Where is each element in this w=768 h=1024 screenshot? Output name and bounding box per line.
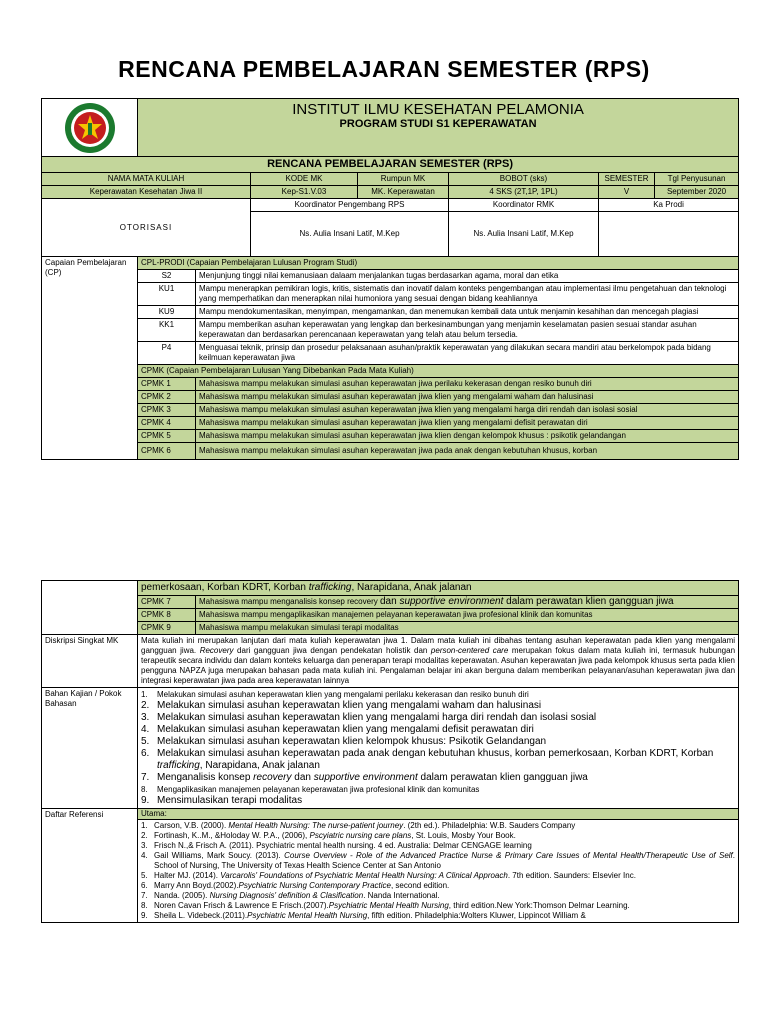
- cp-continued-label: [42, 581, 138, 635]
- cpl-text: Mampu memberikan asuhan keperawatan yang lengkap dan berkesinambungan yang menjamin keselamatan pasien sesuai standar asuhan keperawatan dan berdasarkan perencanaan keperawatan yang telah atau belum tersedia.: [196, 319, 739, 342]
- references-cell: [138, 809, 739, 923]
- authorization-label: OTORISASI: [42, 199, 251, 257]
- cpmk-code: CPMK 4: [138, 417, 196, 430]
- list-item: 5. Melakukan simulasi asuhan keperawatan klien kelompok khusus: Psikotik Gelandangan: [141, 736, 547, 747]
- list-item: 8. Mengaplikasikan manajemen pelayanan keperawatan jiwa profesional klinik dan komunitas: [141, 785, 480, 794]
- cpmk-text: Mahasiswa mampu melakukan simulasi asuhan keperawatan jiwa klien yang mengalami defisit perawatan diri: [196, 417, 739, 430]
- semester: V: [599, 186, 655, 199]
- study-list: [138, 688, 739, 809]
- cpl-code: KK1: [138, 319, 196, 342]
- institution-header: [138, 99, 739, 157]
- cpmk-code: CPMK 6: [138, 443, 196, 460]
- cpmk-code: CPMK 7: [138, 596, 196, 609]
- cpmk-code: CPMK 5: [138, 430, 196, 443]
- cpmk-heading: CPMK (Capaian Pembelajaran Lulusan Yang Dibebankan Pada Mata Kuliah): [138, 365, 739, 378]
- coordinator-rmk-label: Koordinator RMK: [449, 199, 599, 212]
- description-text: Mata kuliah ini merupakan lanjutan dari mata kuliah keperawatan jiwa 1. Dalam mata kuliah ini dibahas tentang asuhan keperawatan pada klien yang mengalami gangguan jiwa. Recovery dari gangguan jiwa dengan pendekatan holistik dan person-centered care merupakan fokus dalam mata kuliah ini, termasuk hubungan terapeutik secara individu dan dalam konteks keluarga dan penerapan terapi modalitas keperawatan. Asuhan keperawatan jiwa pada kelompok khusus serta pada klien pengguna NAPZA juga merupakan bahasan pada mata kuliah ini. Pengalaman belajar ini akan berguna dalam memberikan pelayanan/asuhan keperawatan jiwa dan integrasi keperawatan jiwa pada area keperawatan lainnya: [138, 635, 739, 688]
- reference-item: 3. Frisch N.,& Frisch A. (2011). Psychiatric mental health nursing. 4 ed. Australia: Delmar CENGAGE learning: [141, 841, 532, 850]
- cpmk-text: Mahasiswa mampu mengaplikasikan manajemen pelayanan keperawatan jiwa profesional klinik dan komunitas: [196, 609, 739, 622]
- cpmk-code: CPMK 8: [138, 609, 196, 622]
- cpmk-code: CPMK 1: [138, 378, 196, 391]
- coordinator-rps-label: Koordinator Pengembang RPS: [251, 199, 449, 212]
- study-label: Bahan Kajian / Pokok Bahasan: [42, 688, 138, 809]
- cpl-text: Mampu menerapkan pemikiran logis, kritis, sistematis dan inovatif dalam konteks pengembangan atau implementasi ilmu pengetahuan dan teknologi yang memperhatikan dan menerapkan nilai humoniora yang sesuai dengan bidang keahliannya: [196, 283, 739, 306]
- head-label: Ka Prodi: [599, 199, 739, 212]
- course-code: Kep-S1.V.03: [251, 186, 358, 199]
- description-label: Diskripsi Singkat MK: [42, 635, 138, 688]
- list-item: 7. Menganalisis konsep recovery dan supportive environment dalam perawatan klien gangguan jiwa: [141, 772, 588, 783]
- cpl-text: Menguasai teknik, prinsip dan prosedur pelaksanaan asuhan/praktik keperawatan yang dilakukan secara mandiri atau berkelompok pada bidang keilmuan keperawatan jiwa: [196, 342, 739, 365]
- date-compiled: September 2020: [655, 186, 739, 199]
- institution-name: INSTITUT ILMU KESEHATAN PELAMONIA: [292, 101, 584, 118]
- cpl-code: KU9: [138, 306, 196, 319]
- date-header: Tgl Penyusunan: [655, 173, 739, 186]
- coordinator-rps-name: Ns. Aulia Insani Latif, M.Kep: [251, 212, 449, 257]
- cpmk-text: Mahasiswa mampu menganalisis konsep recovery dan supportive environment dalam perawatan klien gangguan jiwa: [196, 596, 739, 609]
- cpmk-code: CPMK 3: [138, 404, 196, 417]
- cpl-prodi-heading: CPL-PRODI (Capaian Pembelajaran Lulusan Program Studi): [138, 257, 739, 270]
- coordinator-rmk-name: Ns. Aulia Insani Latif, M.Kep: [449, 212, 599, 257]
- cpmk-text: Mahasiswa mampu melakukan simulasi asuhan keperawatan jiwa klien dengan kelompok khusus : psikotik gelandangan: [196, 430, 739, 443]
- reference-item: 4. Gail Williams, Mark Soucy. (2013). Course Overview - Role of the Advanced Practice Nurse & Primary Care Issues of Mental Health/Therapeutic Use of Self. School of Nursing, The University of Texas Health Science Center at San Antonio: [141, 851, 736, 870]
- cpl-text: Mampu mendokumentasikan, menyimpan, mengamankan, dan menemukan kembali data untuk menjamin kesahihan dan mencegah plagiasi: [196, 306, 739, 319]
- cpmk-text: Mahasiswa mampu melakukan simulasi asuhan keperawatan jiwa pada anak dengan kebutuhan khusus, korban: [196, 443, 739, 460]
- institution-seal-logo-icon: [59, 101, 121, 155]
- cpmk-text: Mahasiswa mampu melakukan simulasi asuhan keperawatan jiwa perilaku kekerasan dengan resiko bunuh diri: [196, 378, 739, 391]
- reference-item: 6. Marry Ann Boyd.(2002).Psychiatric Nursing Contemporary Practice, second edition.: [141, 881, 450, 890]
- cpl-code: P4: [138, 342, 196, 365]
- course-name: Keperawatan Kesehatan Jiwa II: [42, 186, 251, 199]
- list-item: 2. Melakukan simulasi asuhan keperawatan klien yang mengalami waham dan halusinasi: [141, 700, 542, 711]
- course-weight: 4 SKS (2T,1P, 1PL): [449, 186, 599, 199]
- course-code-header: KODE MK: [251, 173, 358, 186]
- reference-item: 9. Sheila L. Videbeck.(2011).Psychiatric Mental Health Nursing, fifth edition. Philadelphia:Wolters Kluwer, Lippincot William &: [141, 911, 586, 920]
- cpmk-text: Mahasiswa mampu melakukan simulasi terapi modalitas: [196, 622, 739, 635]
- reference-item: 1. Carson, V.B. (2000). Mental Health Nursing: The nurse-patient journey. (2th ed.). Philadelphia: W.B. Sauders Company: [141, 821, 576, 830]
- head-signature: [599, 212, 739, 257]
- course-weight-header: BOBOT (sks): [449, 173, 599, 186]
- reference-item: 8. Noren Cavan Frisch & Lawrence E Frisch.(2007).Psychiatric Mental Health Nursing, third edition.New York:Thomson Delmar Learning.: [141, 901, 630, 910]
- cpl-code: KU1: [138, 283, 196, 306]
- references-main-label: Utama:: [138, 809, 738, 820]
- rps-table-page-2: [41, 580, 739, 923]
- list-item: 3. Melakukan simulasi asuhan keperawatan klien yang mengalami harga diri rendah dan isolasi sosial: [141, 712, 597, 723]
- reference-item: 7. Nanda. (2005). Nursing Diagnosis' definition & Clasification. Nanda International.: [141, 891, 440, 900]
- course-name-header: NAMA MATA KULIAH: [42, 173, 251, 186]
- cpmk6-continuation: pemerkosaan, Korban KDRT, Korban trafficking, Narapidana, Anak jalanan: [138, 581, 739, 596]
- list-item: 6. Melakukan simulasi asuhan keperawatan pada anak dengan kebutuhan khusus, korban pemerkosaan, Korban KDRT, Korban trafficking, Narapidana, Anak jalanan: [141, 748, 714, 771]
- cpmk-text: Mahasiswa mampu melakukan simulasi asuhan keperawatan jiwa klien yang mengalami harga diri rendah dan isolasi sosial: [196, 404, 739, 417]
- page-title: RENCANA PEMBELAJARAN SEMESTER (RPS): [118, 56, 650, 82]
- list-item: 1. Melakukan simulasi asuhan keperawatan klien yang mengalami perilaku kekerasan dan resiko bunuh diri: [141, 690, 529, 699]
- references-label: Daftar Referensi: [42, 809, 138, 923]
- list-item: 4. Melakukan simulasi asuhan keperawatan klien yang mengalami defisit perawatan diri: [141, 724, 534, 735]
- cpmk-text: Mahasiswa mampu melakukan simulasi asuhan keperawatan jiwa klien yang mengalami waham dan halusinasi: [196, 391, 739, 404]
- logo-cell: [42, 99, 138, 157]
- course-cluster-header: Rumpun MK: [358, 173, 449, 186]
- reference-item: 2. Fortinash, K..M., &Holoday W. P.A., (2006), Pscyiatric nursing care plans, St. Louis, Mosby Your Book.: [141, 831, 516, 840]
- reference-item: 5. Halter MJ. (2014). Varcarolis' Foundations of Psychiatric Mental Health Nursing: A Clinical Approach. 7th edition. Saunders: Elsevier Inc.: [141, 871, 636, 880]
- semester-header: SEMESTER: [599, 173, 655, 186]
- rps-table-page-1: [41, 98, 739, 460]
- cp-label: Capaian Pembelajaran (CP): [42, 257, 138, 460]
- cpl-text: Menjunjung tinggi nilai kemanusiaan dalaam menjalankan tugas berdasarkan agama, moral dan etika: [196, 270, 739, 283]
- cpmk-code: CPMK 9: [138, 622, 196, 635]
- list-item: 9. Mensimulasikan terapi modalitas: [141, 795, 303, 806]
- rps-heading: RENCANA PEMBELAJARAN SEMESTER (RPS): [42, 157, 739, 173]
- course-cluster: MK. Keperawatan: [358, 186, 449, 199]
- references-list: [138, 820, 738, 922]
- cpl-code: S2: [138, 270, 196, 283]
- program-name: PROGRAM STUDI S1 KEPERAWATAN: [339, 118, 537, 130]
- cpmk-code: CPMK 2: [138, 391, 196, 404]
